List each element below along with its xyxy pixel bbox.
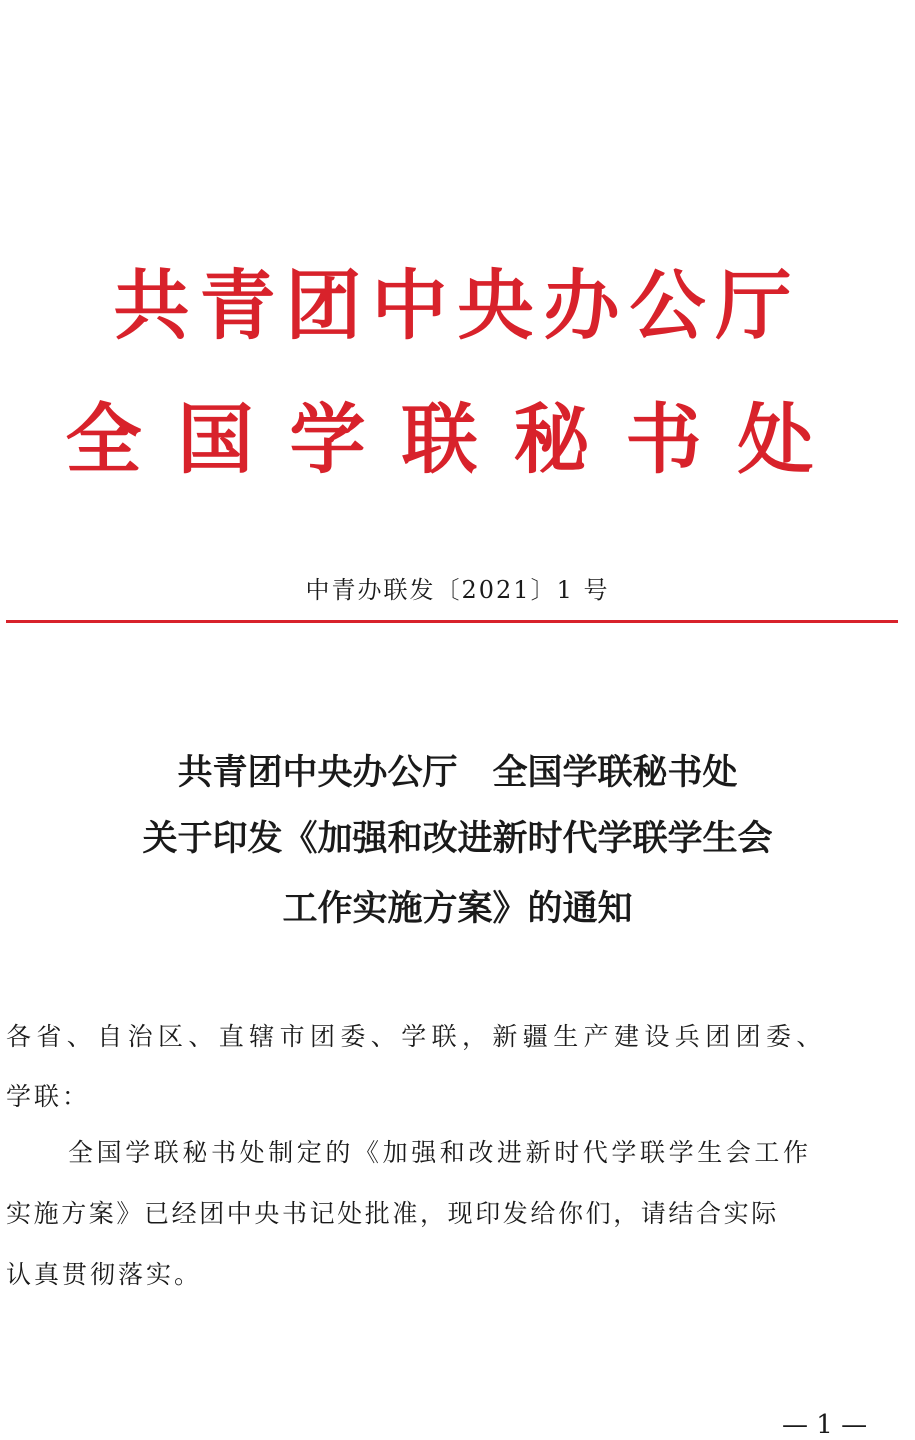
red-divider-line — [6, 620, 898, 623]
salutation-line-1: 各省、自治区、直辖市团委、学联，新疆生产建设兵团团委、 — [6, 1022, 827, 1051]
body-paragraph-line-3: 认真贯彻落实。 — [6, 1260, 203, 1289]
document-title-line-3: 工作实施方案》的通知 — [282, 888, 633, 929]
document-title-line-2: 关于印发《加强和改进新时代学联学生会 — [142, 818, 773, 859]
issuing-organization-line-2: 全国学联秘书处 — [65, 395, 850, 484]
body-paragraph-line-2: 实施方案》已经团中央书记处批准，现印发给你们，请结合实际 — [6, 1199, 779, 1228]
document-title-line-1: 共青团中央办公厅 全国学联秘书处 — [177, 752, 738, 793]
page-number: — 1 — — [782, 1410, 868, 1440]
body-paragraph-line-1: 全国学联秘书处制定的《加强和改进新时代学联学生会工作 — [68, 1138, 812, 1167]
document-number: 中青办联发〔2021〕1 号 — [305, 576, 610, 604]
salutation-line-2: 学联： — [6, 1082, 91, 1111]
issuing-organization-line-1: 共青团中央办公厅 — [113, 261, 802, 350]
